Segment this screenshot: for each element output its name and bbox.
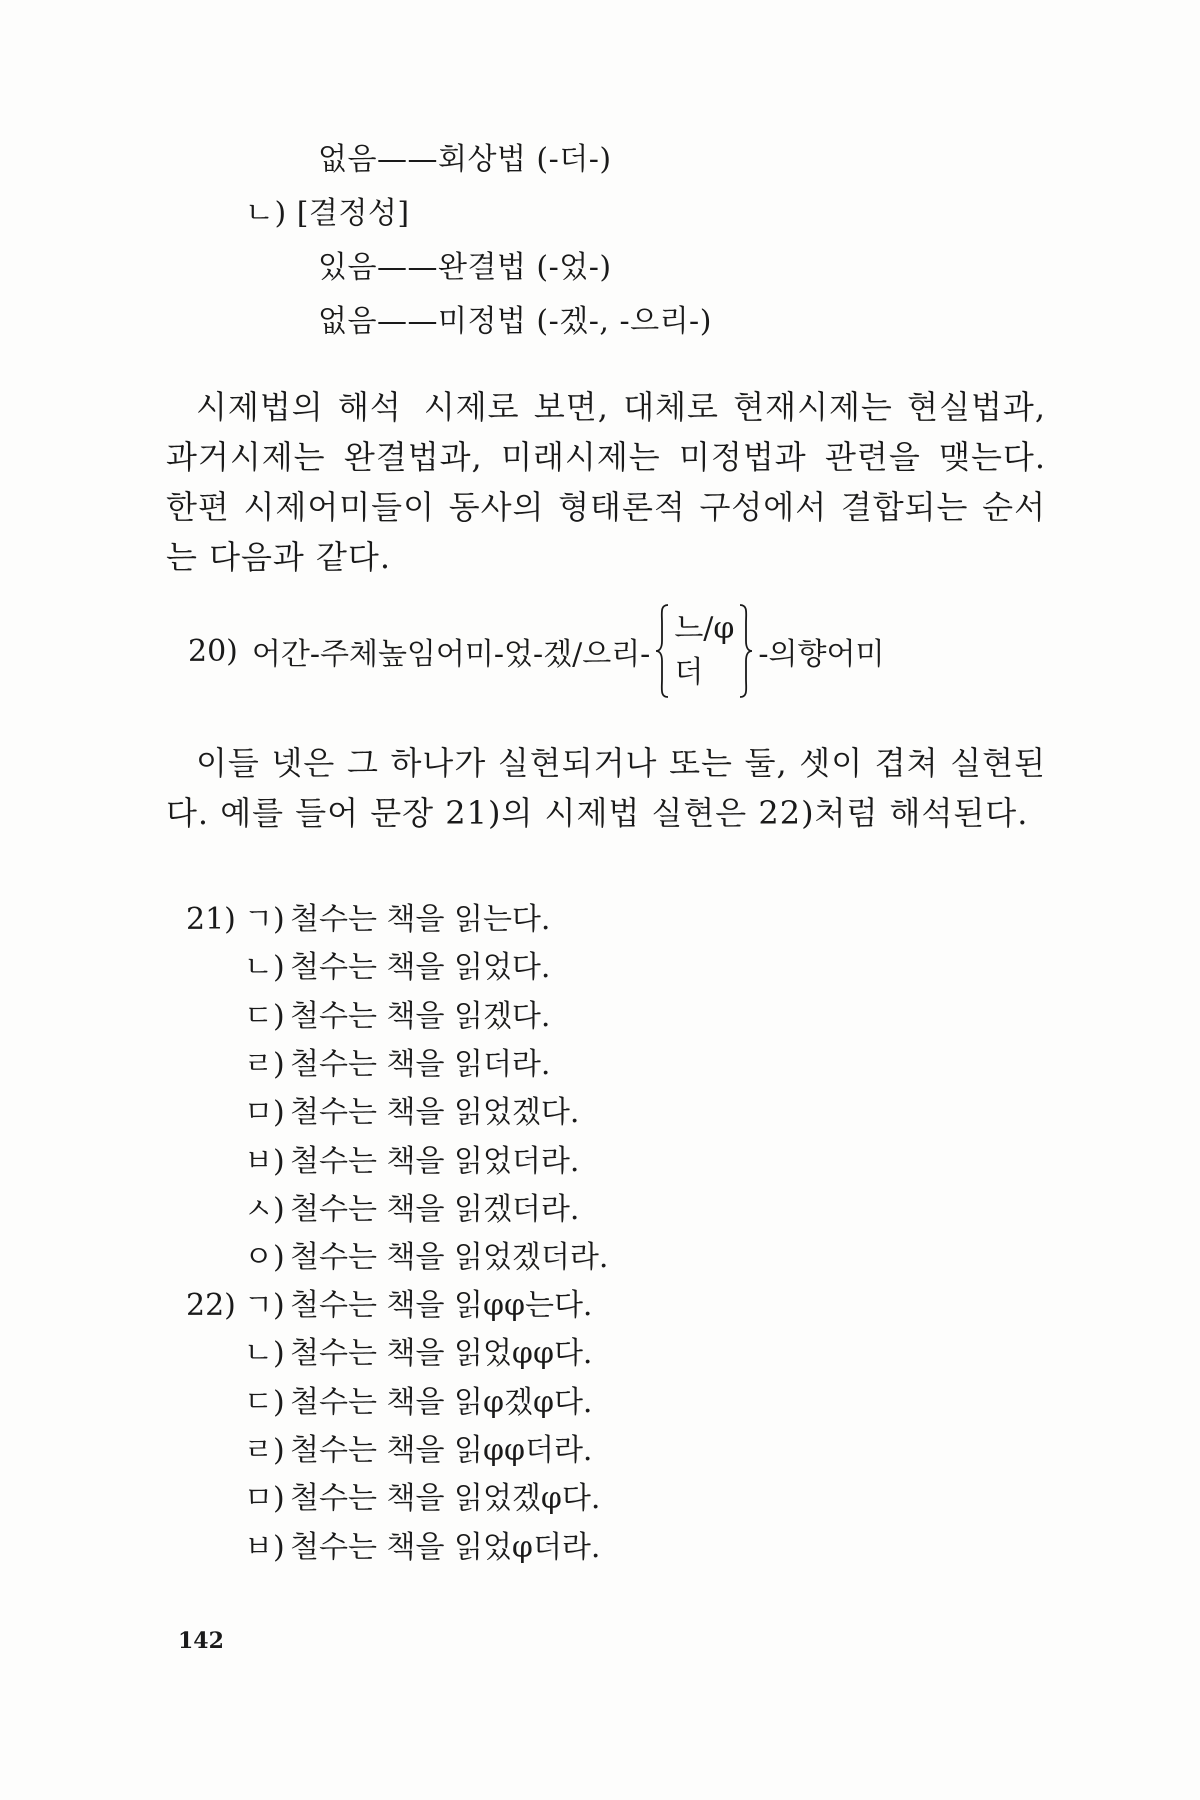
example-marker: ㄷ) (244, 998, 285, 1034)
example-sentence: 철수는 책을 읽었겠φ다. (290, 1481, 601, 1517)
example-sentence: 철수는 책을 읽었φφ다. (290, 1336, 593, 1372)
formula-prefix: 어간-주체높임어미-었-겠/으리- (251, 637, 651, 672)
example-sentence: 철수는 책을 읽었겠더라. (290, 1240, 609, 1276)
example-sentence: 철수는 책을 읽었다. (290, 950, 551, 986)
page-number: 142 (178, 1628, 224, 1654)
formula-options (654, 603, 754, 699)
formula-20 (188, 596, 884, 706)
paragraph2-body: 이들 넷은 그 하나가 실현되거나 또는 둘, 셋이 겹쳐 실현된다. 예를 들어 문장 21)의 시제법 실현은 22)처럼 해석된다. (166, 744, 1046, 832)
paragraph-tense-interpretation (166, 382, 1046, 582)
formula-suffix: -의향어미 (758, 637, 885, 672)
example-22-label: 22) (186, 1288, 236, 1323)
example-marker: ㄱ) (244, 1288, 285, 1323)
example-sentence: 철수는 책을 읽겠다. (290, 998, 551, 1034)
example-sentence: 철수는 책을 읽φ겠φ다. (290, 1384, 593, 1420)
example-marker: ㅇ) (244, 1240, 285, 1276)
formula-option-bottom: 더 (674, 655, 704, 690)
example-marker: ㄴ) (244, 1336, 285, 1372)
example-marker: ㄴ) (244, 950, 285, 986)
example-marker: ㅁ) (244, 1095, 285, 1131)
example-sentence: 철수는 책을 읽φφ더라. (290, 1432, 593, 1468)
paragraph-heading: 시제법의 해석 (196, 388, 402, 426)
list-line-perfective: 있음——완결법 (-었-) (318, 250, 612, 285)
example-marker: ㄱ) (244, 902, 285, 937)
formula-label: 20) (188, 633, 238, 669)
list-line-definiteness-heading: ㄴ) [결정성] (245, 196, 410, 231)
example-marker: ㄹ) (244, 1046, 285, 1082)
example-marker: ㅂ) (244, 1529, 285, 1565)
example-sentence: 철수는 책을 읽φφ는다. (290, 1288, 593, 1323)
example-marker: ㄹ) (244, 1432, 285, 1468)
right-brace-icon (738, 603, 754, 699)
example-sentence: 철수는 책을 읽었더라. (290, 1143, 580, 1179)
left-brace-icon (654, 603, 670, 699)
paragraph-body: 시제로 보면, 대체로 현재시제는 현실법과, 과거시제는 완결법과, 미래시제는 미정법과 관련을 맺는다. 한편 시제어미들이 동사의 형태론적 구성에서 결합되는 순서는 다음과 같다. (166, 388, 1046, 576)
example-marker: ㅂ) (244, 1143, 285, 1179)
example-sentence: 철수는 책을 읽더라. (290, 1046, 551, 1082)
example-marker: ㄷ) (244, 1384, 285, 1420)
example-sentence: 철수는 책을 읽겠더라. (290, 1191, 580, 1227)
example-marker: ㅁ) (244, 1481, 285, 1517)
example-marker: ㅅ) (244, 1191, 285, 1227)
paragraph-realization (166, 738, 1046, 838)
list-line-indefinite: 없음——미정법 (-겠-, -으리-) (318, 304, 712, 339)
formula-option-top: 느/φ (674, 611, 735, 646)
example-21-label: 21) (186, 902, 236, 937)
example-sentence: 철수는 책을 읽었φ더라. (290, 1529, 601, 1565)
example-sentence: 철수는 책을 읽었겠다. (290, 1095, 580, 1131)
list-line-recollective: 없음——회상법 (-더-) (318, 142, 612, 177)
example-sentence: 철수는 책을 읽는다. (290, 902, 551, 937)
